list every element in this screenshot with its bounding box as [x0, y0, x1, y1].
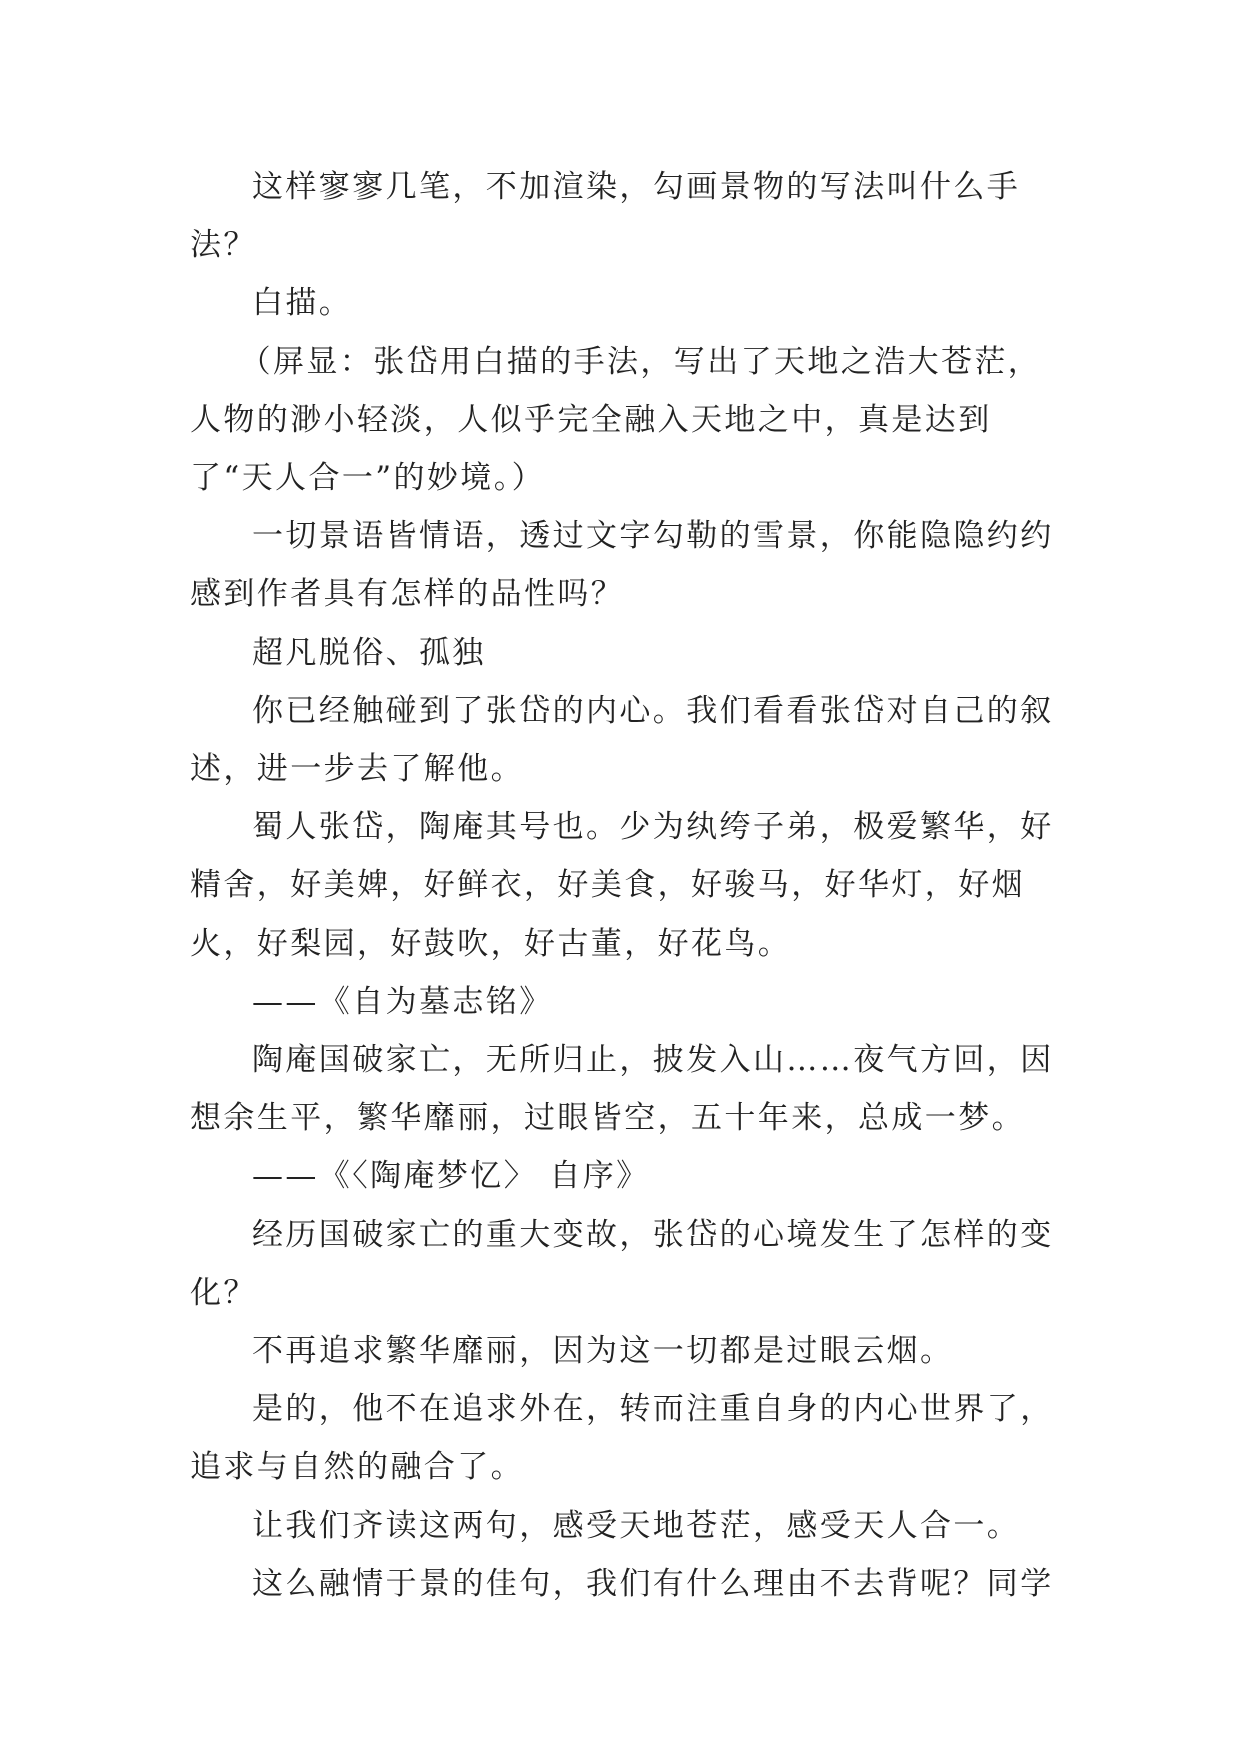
paragraph-transition: 你已经触碰到了张岱的内心。我们看看张岱对自己的叙述，进一步去了解他。	[190, 692, 1054, 788]
paragraph-read-aloud: 让我们齐读这两句，感受天地苍茫，感受天人合一。	[252, 1507, 1021, 1544]
paragraph-question-character: 一切景语皆情语，透过文字勾勒的雪景，你能隐隐约约感到作者具有怎样的品性吗？	[190, 518, 1054, 613]
paragraph-quote-epitaph: 蜀人张岱，陶庵其号也。少为纨绔子弟，极爱繁华，好精舍，好美婢，好鲜衣，好美食，好骏马，好华灯，好烟火，好梨园，好鼓吹，好古董，好花鸟。	[190, 809, 1054, 962]
paragraph-answer-baimiao: 白描。	[252, 285, 353, 322]
document-body	[190, 158, 1070, 1613]
paragraph-quote-preface: 陶庵国破家亡，无所归止，披发入山……夜气方回，因想余生平，繁华靡丽，过眼皆空，五十年来，总成一梦。	[190, 1042, 1054, 1137]
citation-preface: ——《〈陶庵梦忆〉 自序》	[252, 1158, 650, 1195]
paragraph-answer-change: 不再追求繁华靡丽，因为这一切都是过眼云烟。	[252, 1333, 954, 1370]
citation-epitaph: ——《自为墓志铭》	[252, 983, 553, 1020]
paragraph-screen-note: （屏显：张岱用白描的手法，写出了天地之浩大苍茫，人物的渺小轻淡，人似乎完全融入天地之中，真是达到了“天人合一”的妙境。）	[190, 343, 1042, 497]
paragraph-question-technique: 这样寥寥几笔，不加渲染，勾画景物的写法叫什么手法？	[190, 169, 1021, 264]
paragraph-question-change: 经历国破家亡的重大变故，张岱的心境发生了怎样的变化？	[190, 1216, 1054, 1311]
paragraph-teacher-summary: 是的，他不在追求外在，转而注重自身的内心世界了，追求与自然的融合了。	[190, 1391, 1054, 1486]
paragraph-recite: 这么融情于景的佳句，我们有什么理由不去背呢？同学	[252, 1565, 1054, 1602]
paragraph-answer-character: 超凡脱俗、孤独	[252, 634, 486, 671]
